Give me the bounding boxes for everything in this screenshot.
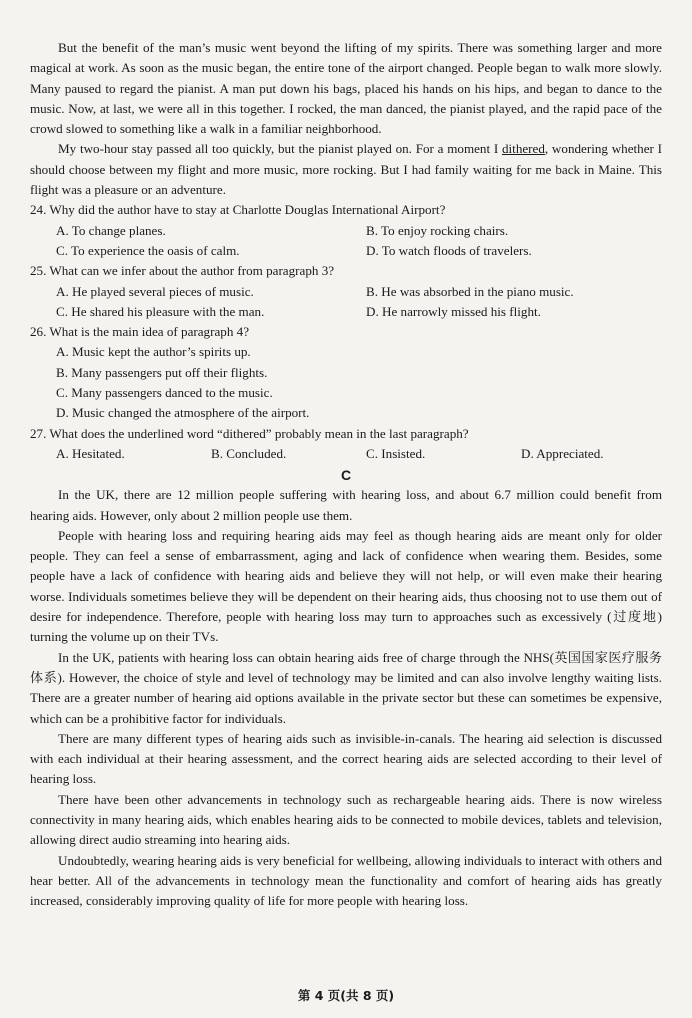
question-stem: 24. Why did the author have to stay at Charlotte Douglas International Airport? <box>30 202 446 218</box>
options <box>30 221 662 262</box>
passage-b-paragraph-3: But the benefit of the man’s music went beyond the lifting of my spirits. There was something larger and more magical at work. As soon as the music began, the entire tone of the airport changed. People began to walk more slowly. Many paused to regard the pianist. A man put down his bags, placed his hands on his hips, and began to dance to the music. Now, at last, we were all in this together. I rocked, the man danced, the pianist played, and the rapid pace of the crowd slowed to something like a walk in a familiar neighborhood. <box>30 40 662 137</box>
underlined-word-dithered: dithered <box>502 141 545 157</box>
option-b[interactable]: B. To enjoy rocking chairs. <box>366 222 509 238</box>
passage-c-paragraph-2: People with hearing loss and requiring hearing aids may feel as though hearing aids are meant only for older people. They can feel a sense of embarrassment, aging and lack of confidence when wearing them. Besides, some people have a lack of confidence with hearing aids and believe they will not help, or will even make their hearing worse. Individuals sometimes believe they will be dependent on their hearing aids, thus choosing not to use them out of desire for independence. Therefore, people with hearing loss may turn to approaches such as excessively (过度地) turning the volume up on their TVs. <box>30 527 662 645</box>
option-a[interactable]: A. Music kept the author’s spirits up. <box>56 344 251 360</box>
options <box>30 282 662 323</box>
option-c[interactable]: C. To experience the oasis of calm. <box>56 242 240 258</box>
page-number-footer: 第 4 页(共 8 页) <box>297 988 395 1003</box>
question-24 <box>30 200 662 261</box>
option-c[interactable]: C. He shared his pleasure with the man. <box>56 303 265 319</box>
question-27 <box>30 424 662 465</box>
option-a[interactable]: A. Hesitated. <box>56 445 125 461</box>
question-stem: 27. What does the underlined word “dithered” probably mean in the last paragraph? <box>30 425 469 441</box>
question-25 <box>30 261 662 322</box>
option-a[interactable]: A. He played several pieces of music. <box>56 283 254 299</box>
option-b[interactable]: B. He was absorbed in the piano music. <box>366 283 574 299</box>
passage-b-paragraph-4 <box>30 139 662 200</box>
option-d[interactable]: D. Appreciated. <box>521 445 604 461</box>
option-b[interactable]: B. Many passengers put off their flights. <box>56 364 268 380</box>
option-a[interactable]: A. To change planes. <box>56 222 166 238</box>
options <box>30 444 662 464</box>
section-c-heading: C <box>340 467 352 484</box>
passage-c-paragraph-6: Undoubtedly, wearing hearing aids is very beneficial for wellbeing, allowing individuals to interact with others and hear better. All of the advancements in technology mean the functionality and comfort of hearing aids has greatly increased, considerably improving quality of life for more people with hearing loss. <box>30 852 662 909</box>
para-text-before: My two-hour stay passed all too quickly, but the pianist played on. For a moment I <box>58 141 502 157</box>
option-c[interactable]: C. Insisted. <box>366 445 426 461</box>
question-stem: 25. What can we infer about the author from paragraph 3? <box>30 263 335 279</box>
question-stem: 26. What is the main idea of paragraph 4? <box>30 324 250 340</box>
passage-c-paragraph-1: In the UK, there are 12 million people suffering with hearing loss, and about 6.7 million could benefit from hearing aids. However, only about 2 million people use them. <box>30 487 662 523</box>
option-c[interactable]: C. Many passengers danced to the music. <box>56 385 273 401</box>
passage-c-paragraph-4: There are many different types of hearing aids such as invisible-in-canals. The hearing aid selection is discussed with each individual at their hearing assessment, and the correct hearing aids are selected according to their level of hearing loss. <box>30 730 662 787</box>
question-26 <box>30 322 662 423</box>
option-d[interactable]: D. He narrowly missed his flight. <box>366 303 541 319</box>
passage-c-paragraph-5: There have been other advancements in technology such as rechargeable hearing aids. There is now wireless connectivity in many hearing aids, which enables hearing aids to be connected to mobile devices, tablets and television, allowing direct audio streaming into hearing aids. <box>30 791 662 848</box>
option-d[interactable]: D. To watch floods of travelers. <box>366 242 532 258</box>
option-d[interactable]: D. Music changed the atmosphere of the airport. <box>56 405 310 421</box>
para-text-after: , wondering whether I should choose between my flight and more music, more rocking. But I had family waiting for me back in Maine. This flight was a pleasure or an adventure. <box>30 141 662 198</box>
passage-c-paragraph-3: In the UK, patients with hearing loss can obtain hearing aids free of charge through the NHS(英国国家医疗服务体系). However, the choice of style and level of technology may be limited and can also involve lengthy waiting lists. There are a greater number of hearing aid options available in the private sector but these can sometimes be expensive, which can be a prohibitive factor for individuals. <box>30 649 662 726</box>
option-b[interactable]: B. Concluded. <box>211 445 287 461</box>
